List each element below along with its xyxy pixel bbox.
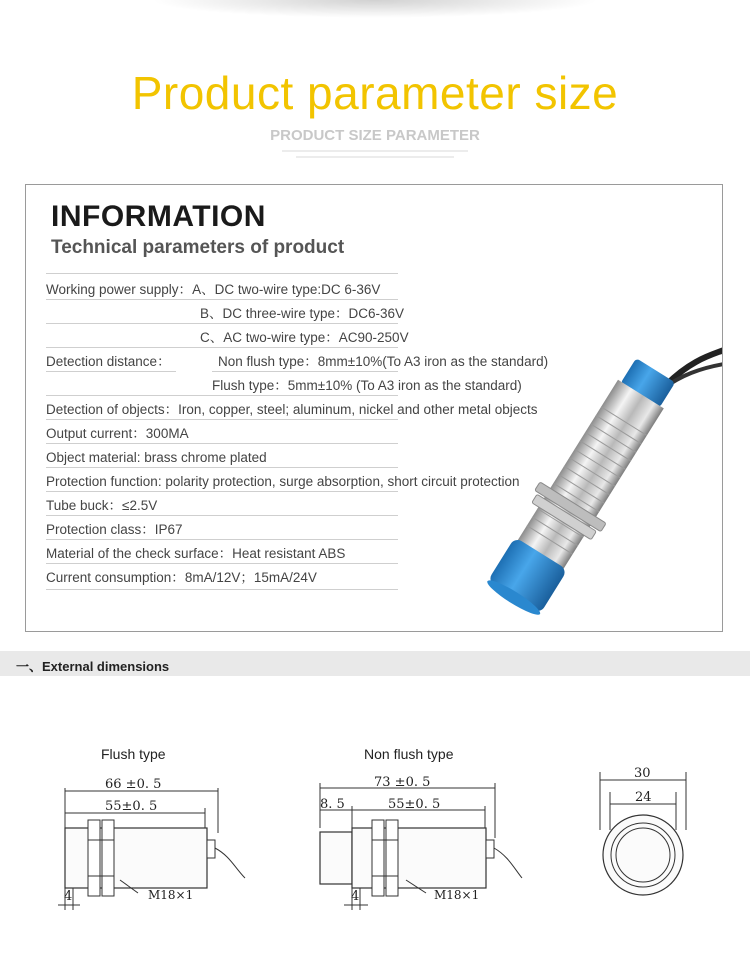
row-divider [46, 563, 398, 564]
spec-label: Object material: [46, 450, 145, 465]
row-divider [212, 371, 398, 372]
row-divider [46, 395, 398, 396]
spec-row-detect-label [46, 353, 171, 371]
flush-type-caption: Flush type [101, 746, 166, 762]
spec-label: Protection class： [46, 522, 155, 537]
spec-value: C、AC two-wire type：AC90-250V [200, 330, 409, 345]
flush-thread-spec: M18×1 [148, 888, 194, 902]
spec-value: B、DC three-wire type：DC6-36V [200, 306, 405, 321]
spec-value: A、DC two-wire type:DC 6-36V [192, 282, 381, 297]
flush-type-drawing [50, 768, 250, 918]
spec-label: Detection of objects： [46, 402, 179, 417]
spec-value: Non flush type：8mm±10%(To A3 iron as the standard) [218, 354, 549, 369]
info-heading: INFORMATION [51, 200, 266, 233]
end-view-inner-diameter: 24 [635, 790, 652, 805]
end-view-outer-diameter: 30 [634, 766, 651, 781]
row-divider [46, 589, 398, 590]
page-subtitle: PRODUCT SIZE PARAMETER [270, 127, 480, 144]
flush-body-length: 55±0. 5 [105, 799, 158, 814]
non-flush-nut-width: 4 [351, 889, 360, 904]
page-title: Product parameter size [131, 67, 619, 119]
row-divider [46, 443, 398, 444]
non-flush-body-length: 55±0. 5 [388, 797, 441, 812]
decorative-line [296, 156, 454, 158]
spec-row-tube-buck [46, 497, 157, 515]
spec-value: Iron, copper, steel; aluminum, nickel and other metal objects [178, 402, 538, 417]
non-flush-type-caption: Non flush type [364, 746, 454, 762]
spec-value: IP67 [154, 522, 183, 537]
spec-row-output-current [46, 425, 189, 443]
spec-value: brass chrome plated [144, 450, 267, 465]
flush-total-length: 66 ±0. 5 [105, 777, 162, 792]
information-panel [25, 184, 723, 632]
row-divider [46, 515, 398, 516]
spec-label: Output current： [46, 426, 146, 441]
row-divider [46, 419, 398, 420]
spec-label: Protection function: [46, 474, 166, 489]
row-divider [46, 491, 398, 492]
spec-row-surface-material [46, 545, 345, 563]
row-divider [46, 273, 398, 274]
spec-label: Detection distance： [46, 354, 171, 369]
spec-value: polarity protection, surge absorption, short circuit protection [165, 474, 520, 489]
spec-label: Material of the check surface： [46, 546, 233, 561]
row-divider [46, 539, 398, 540]
spec-value: Heat resistant ABS [232, 546, 346, 561]
spec-row-material [46, 449, 267, 467]
decorative-line [282, 150, 468, 152]
row-divider [46, 299, 398, 300]
row-divider [46, 323, 398, 324]
section-title: 一、External dimensions [16, 659, 170, 674]
spec-row-power-a [46, 281, 380, 299]
top-shadow [150, 0, 600, 18]
spec-label: Current consumption： [46, 570, 185, 585]
non-flush-type-drawing [310, 768, 525, 918]
spec-row-power-c [200, 329, 409, 347]
sensor-illustration [456, 330, 723, 630]
non-flush-head-length: 8. 5 [320, 797, 345, 812]
row-divider [46, 371, 176, 372]
non-flush-total-length: 73 ±0. 5 [374, 775, 431, 790]
spec-value: Flush type：5mm±10% (To A3 iron as the standard) [212, 378, 522, 393]
spec-row-protection [46, 473, 520, 491]
info-subheading: Technical parameters of product [51, 237, 345, 258]
spec-value: 300MA [145, 426, 189, 441]
spec-value: 8mA/12V；15mA/24V [184, 570, 317, 585]
spec-row-power-b [200, 305, 404, 323]
non-flush-thread-spec: M18×1 [434, 888, 480, 902]
spec-row-protection-class [46, 521, 183, 539]
sensor-photo [456, 330, 723, 630]
spec-label: Tube buck： [46, 498, 123, 513]
spec-row-current-consumption [46, 569, 317, 587]
end-view-drawing [590, 760, 700, 900]
row-divider [46, 467, 398, 468]
section-header [0, 651, 750, 676]
flush-nut-width: 4 [64, 889, 73, 904]
spec-label: Working power supply： [46, 282, 193, 297]
spec-value: ≤2.5V [122, 498, 158, 513]
row-divider [46, 347, 398, 348]
